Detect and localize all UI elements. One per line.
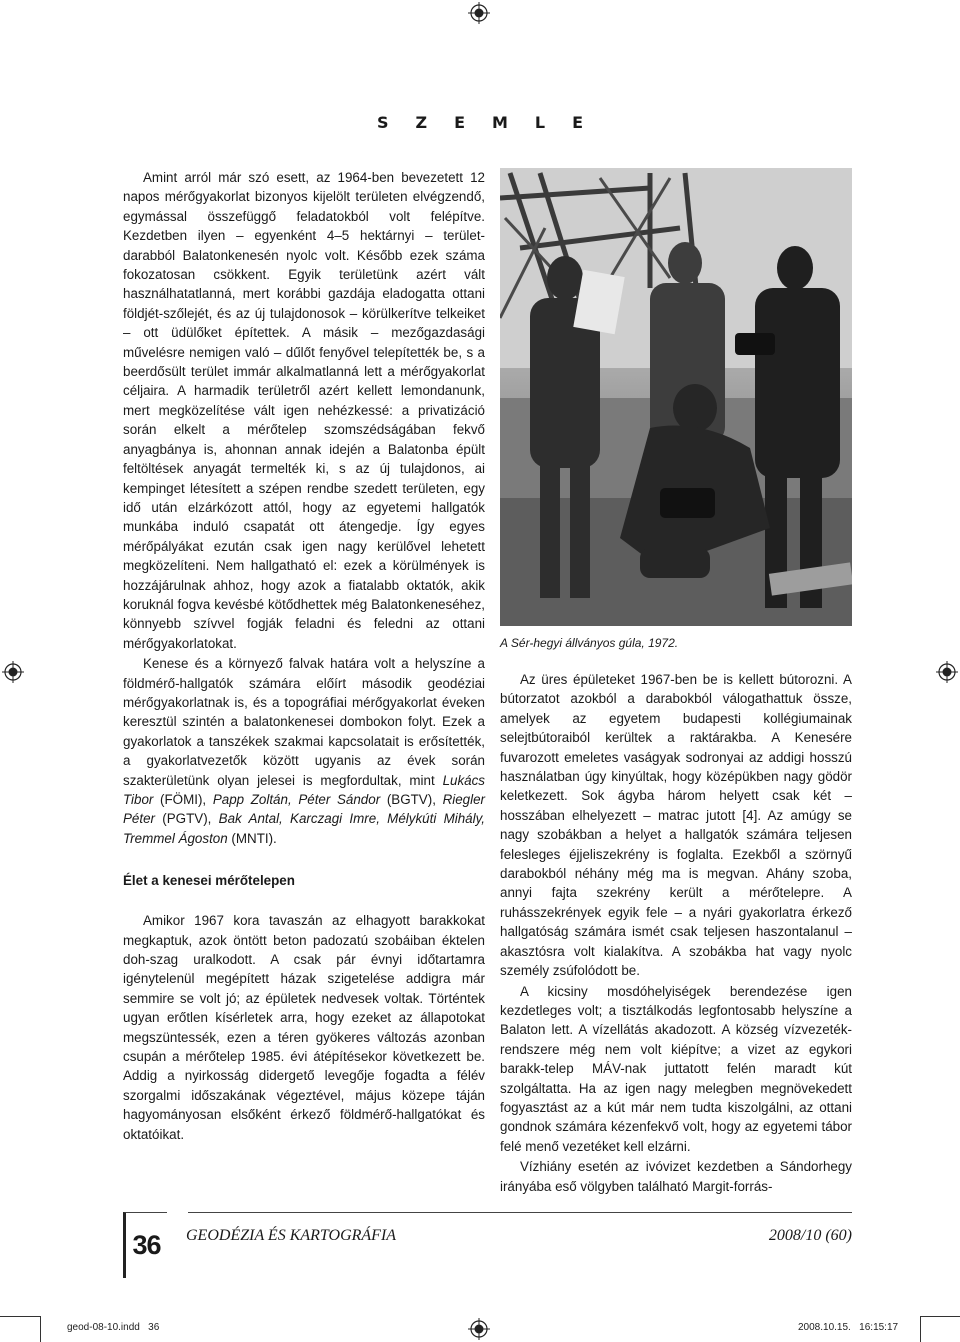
crop-mark: [0, 1316, 40, 1317]
registration-mark-left-icon: [2, 661, 24, 683]
page-number: 36: [123, 1212, 167, 1278]
paragraph: A kicsiny mosdóhelyiségek berendezése igen kezdetleges volt; a tisztálkodás legfontosabb helyszíne a Balaton lett. A vízellátás akadozott. A község vízvezeték-rendszere még nem volt kiépítve; a vizet az egykori barakk-telep MÁV-nak juttatott felén maradt kút szolgáltatta. Ha az igen nagy melegben megnövekedett fogyasztást az a kút már nem tudta kiszolgálni, az ottani gondnok számára kézenfekvő volt, hogy az egyetemi tábor felé menő vezetéket kell elzárni.: [500, 983, 852, 1154]
paragraph: Amint arról már szó esett, az 1964-ben bevezetett 12 napos mérőgyakorlat bizonyos kijelölt területen elvégzendő, egymással összefüggő feladatokból volt felépítve. Kezdetben ilyen – egyenként 4–5 hektárnyi – terület-darabból Balatonkenesén nyolc volt. Később ezek száma fokozatosan csökkent. Egyik területünk azért vált használhatatlanná, mert korábbi gazdája eladogatta ottani földjét-szőlejét, és az új tulajdonosok – körülkerítve telkeiket – ott üdülőket építettek. A másik – mezőgazdasági művelésre nemigen való – dűlőt fenyővel telepítették be, s a beerdősült terület immár alkalmatlanná lett a mérőgyakorlat céljaira. A harmadik területről azért kellett lemondanunk, mert megközelítése vált igen nehézkessé: a privatizáció során elkelt a mérőtelep szomszédságában fekvő anyagbánya is, ahonnan annak idején a Balatonba épült feltöltések anyagát termelték ki, s az új tulajdonos, ai kempinget létesített a szépen rendbe szedett területen, egy idő után elzárkózott attól, hogy az egyetemi hallgatók munkába induló csapatát ott átengedje. Így egyes mérőpályákat ezután csak igen nagy kerülővel lehetett megközelíteni. Nem hallgatható el: ezek a körülmények is hozzájárulnak ahhoz, hogy azok a fiatalabb oktatók, akik koruknál fogva kevésbé kötődhettek még Balatonkeneséhez, könnyebb szívvel fogják feladni és feledni az ottani mérőgyakorlatokat.: [123, 170, 485, 651]
issue-number: 2008/10 (60): [768, 1227, 852, 1244]
person-name: Bak Antal, Karczagi Imre, Mélykúti Mihály, Tremmel Ágoston: [123, 811, 485, 846]
registration-mark-top-icon: [468, 2, 490, 24]
right-column: [500, 670, 852, 1196]
crop-mark: [40, 1316, 41, 1342]
paragraph: [123, 654, 485, 848]
person-name: Lukács Tibor: [123, 772, 485, 807]
photo-caption: A Sér-hegyi állványos gúla, 1972.: [500, 636, 679, 650]
institution: (MNTI).: [227, 830, 277, 846]
crop-mark: [920, 1316, 960, 1317]
institution: (PGTV),: [155, 811, 219, 827]
person-name: Papp Zoltán, Péter Sándor: [212, 792, 381, 807]
left-column: [123, 168, 485, 1144]
institution: (BGTV),: [380, 792, 443, 807]
photo-illustration: [500, 168, 852, 626]
section-heading: Élet a kenesei mérőtelepen: [123, 873, 295, 889]
journal-title: GEODÉZIA ÉS KARTOGRÁFIA: [186, 1227, 397, 1244]
crop-mark: [920, 1316, 921, 1342]
person-name: Riegler Péter: [123, 792, 485, 827]
paragraph: Az üres épületeket 1967-ben be is kellett bútorozni. A bútorzatot azokból a darabokból válogathattuk össze, amelyek az egyetem budapesti kollégiumainak selejtbútoraiból kerültek a raktárakba. A Kenesére fuvarozott emeletes vaságyak sodronyai az addigi hosszú használatban úgy kinyúltak, hogy középükben nagy gödör keletkezett. Sok ágyba három helyett csak két – hosszában elhelyezett – matrac jutott [4]. Az amúgy se nagy szobákban a helyet a hallgatók számára teljesen felesleges éjjeliszekrény is foglalta. Ezekből a szörnyű darabokból néhány még ma is megvan. Ahány szoba, annyi fajta szekrény került a mérőtelepre. A ruhásszekrények egyik fele – a nyári gyakorlatra érkező hallgatóság számára ismét csak teljesen haszontalanul – akasztósra volt kialakítva. A szobákba hat vagy nyolc személy zsúfolódott be.: [500, 672, 852, 979]
historic-photo: [500, 168, 852, 626]
registration-mark-bottom-icon: [468, 1318, 490, 1340]
print-timestamp: 2008.10.15. 16:15:17: [798, 1322, 899, 1333]
paragraph-text: Kenese és a környező falvak határa volt a helyszíne a földmérő-hallgatók számára előírt második geodéziai mérőgyakorlatnak is, és a topográfiai mérőgyakorlat éveken keresztül szintén a balatonkenesei dombokon folyt. Ezek a gyakorlatok a tanszékek szakmai kapcsolatait is erősítették, a gyakorlatvezetők között ugyanis az évek során szakterületünk olyan jelesei is megfordultak, mint: [123, 656, 485, 788]
section-header: SZEMLE: [376, 113, 611, 132]
paragraph: Amikor 1967 kora tavaszán az elhagyott barakkokat megkaptuk, azok öntött beton padozatú szobáiban éktelen doh-szag uralkodott. A csak pár évnyi időtartamra igénytelenül megépített házak szigetelése addigra már semmire se volt jó; az épületek nedvesek voltak. Történtek ugyan erőtlen kísérletek arra, hogy ezeket az állapotokat megszüntessék, ezen a téren gyökeres változás azonban csupán a mérőtelep 1985. évi átépítésekor következett be. Addig a nyirkosság didergető levegője fogadta a félév szorgalmi időszakának végeztével, május közepe táján hagyományosan elsőként érkező földmérő-hallgatókat és oktatóikat.: [123, 913, 485, 1142]
footer-rule: [188, 1212, 852, 1213]
print-file-info: geod-08-10.indd 36: [67, 1322, 160, 1333]
paragraph: Vízhiány esetén az ivóvizet kezdetben a Sándorhegy irányába eső völgyben található Margit-forrás-: [500, 1159, 852, 1194]
registration-mark-right-icon: [936, 661, 958, 683]
institution: (FÖMI),: [153, 792, 213, 807]
